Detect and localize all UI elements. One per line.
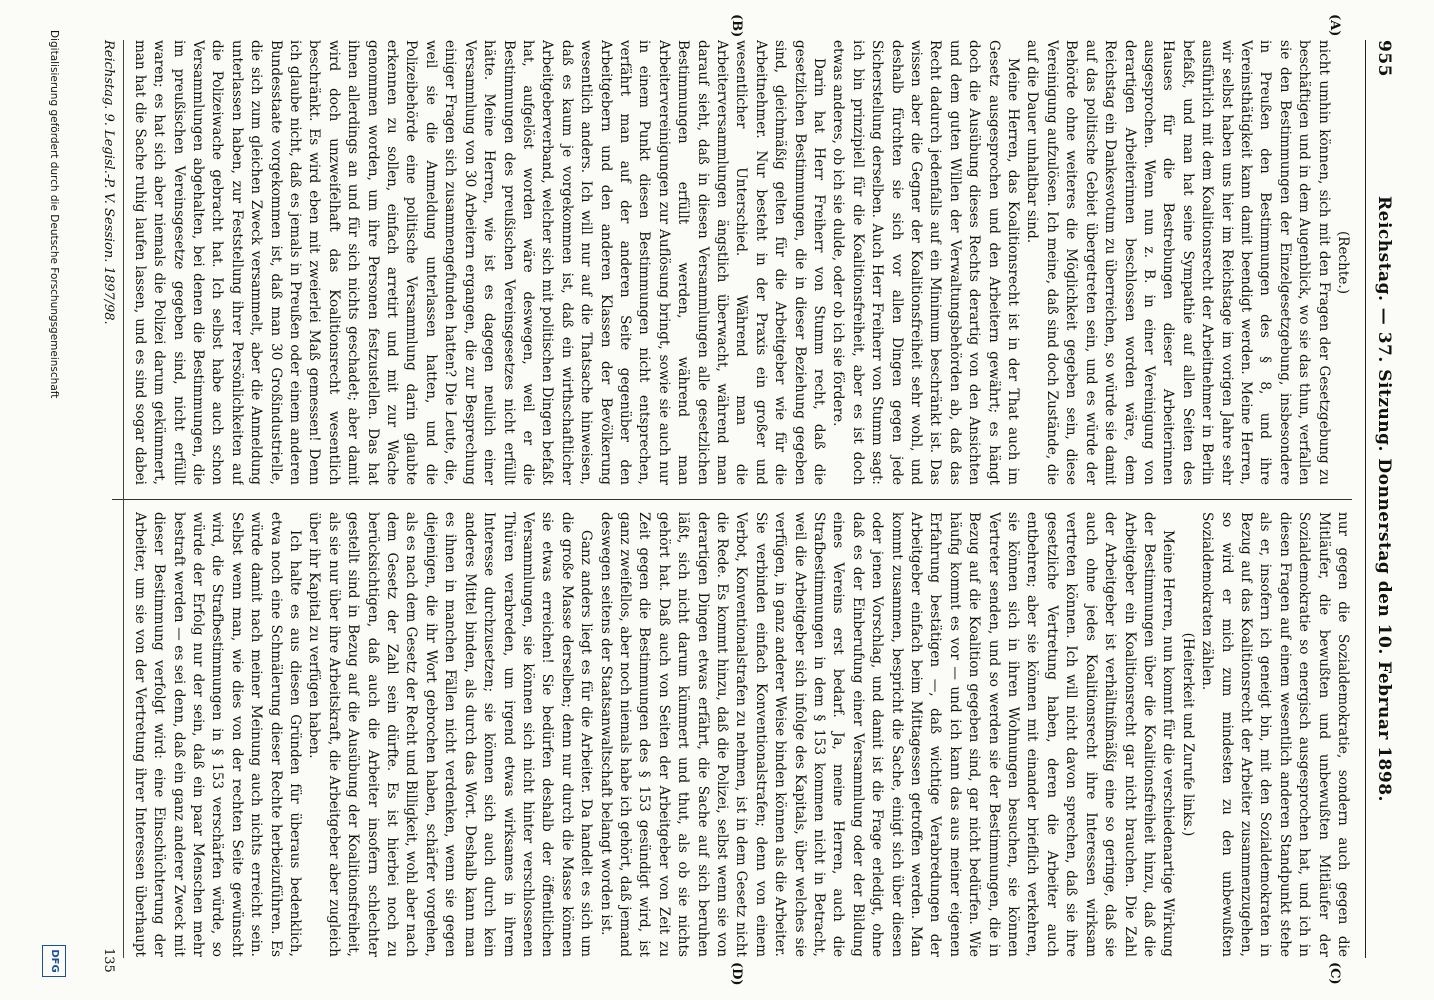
left-column — [132, 40, 1352, 485]
margin-letter-c: (C) — [1327, 962, 1342, 985]
column-divider — [112, 499, 1352, 500]
left-paragraph: Darin hat Herr Freiherr von Stumm recht, daß die gesetzlichen Bestimmungen, die in dieser Beziehung gegeben sind, gleichmäßig gelten für die Arbeitgeber wie für die Arbeitnehmer. Nur besteht in der Praxis ein großer und wesentlicher Unterschied. Während man die Arbeiterversammlungen ängstlich überwacht, während man darauf sieht, daß in diesen Versammlungen alle gesetzlichen Bestimmungen erfüllt werden, während man Arbeitervereinigungen zur Auflösung bringt, sowie sie auch nur in einem Punkt diesen Bestimmungen nicht entsprechen, verfährt man auf der anderen Seite gegenüber den Arbeitgebern und den anderen Klassen der Bevölkerung wesentlich anders. Ich will nur auf die Thatsache hinweisen, daß es kaum je vorgekommen ist, daß ein wirthschaftlicher Arbeitgeberverband, welcher sich mit politischen Dingen befaßt hat, aufgelöst worden wäre deswegen, weil er die Bestimmungen des preußischen Vereinsgesetzes nicht erfüllt hätte. Meine Herren, wie ist es dagegen neulich einer Versammlung von 30 Arbeitern ergangen, die zur Besprechung einiger Fragen sich zusammengefunden hatten? Die Leute, die, weil sie die Anmeldung unterlassen hatten, und die Polizeibehörde eine politische Versammlung darin glaubte erkennen zu sollen, einfach arretirt und mit zur Wache genommen worden, um ihre Personen festzustellen. Das hat ihnen allerdings an und für sich nichts geschadet; aber damit wird doch unzweifelhaft das Koalitionsrecht wesentlich beschränkt. Es wird eben mit zweierlei Maß gemessen! Denn ich glaube nicht, daß es jemals in Preußen oder einem anderen Bundesstaate vorgekommen ist, daß man 30 Großindustrielle, die sich zum gleichen Zweck versammelt, aber die Anmeldung unterlassen haben, zur Feststellung ihrer Persönlichkeiten auf die Polizeiwache gebracht hat. Ich selbst habe auch schon Versammlungen abgehalten, bei denen die Bestimmungen, die im preußischen Vereinsgesetze gegeben sind, nicht erfüllt waren; es hat sich aber niemals die Polizei darum gekümmert, man hat die Sache ruhig laufen lassen, und es sind sogar dabei — [132, 40, 828, 485]
right-paragraph: Ich halte es aus diesen Gründen für überaus bedenklich, etwa noch eine Schmälerung dieser Rechte herbeizuführen. Es würde damit nach meiner Meinung auch nichts erreicht sein. Selbst wenn man, wie dies von der rechten Seite gewünscht wird, die Strafbestimmungen in § 153 verschärfen würde, so würde der Erfolg nur der sein, daß ein paar Menschen mehr bestraft werden — es sei denn, daß ein ganz anderer Zweck mit dieser Bestimmung verfolgt wird: eine Einschüchterung der Arbeiter, um sie von der Vertretung ihrer Interessen überhaupt — [132, 512, 304, 957]
dfg-logo-icon: DFG — [42, 945, 66, 977]
dfg-credit-text: Digitalisierung gefördert durch die Deutsche Forschungsgemeinschaft — [48, 30, 60, 399]
right-paragraph: Meine Herren, nun kommt für die verschiedenartige Wirkung der Bestimmungen über die Koalitionsfreiheit hinzu, daß die Arbeitgeber ein Koalitionsrecht gar nicht brauchen. Die Zahl der Arbeitgeber ist verhältnißmäßig eine so geringe, daß sie auch ohne jedes Koalitionsrecht ihre Interessen wirksam vertreten können. Ich will nicht davon sprechen, daß sie ihre gesetzliche Vertretung haben, deren die Arbeiter auch entbehren; aber sie können mit einander brieflich verkehren, sie können sich in ihren Wohnungen besuchen, sie können Vertreter senden, und so werden sie der Bestimmungen, die in Bezug auf die Koalition gegeben sind, gar nicht bedürfen. Wie häufig kommt es vor — und ich kann das aus meiner eigenen Erfahrung bestätigen —, daß wichtige Verabredungen der Arbeitgeber einfach beim Mittagessen getroffen werden. Man kommt zusammen, bespricht die Sache, einigt sich über diesen oder jenen Vorschlag, und damit ist die Frage erledigt, ohne daß es der Einberufung einer Versammlung oder der Bildung eines Vereins erst bedarf. Ja, meine Herren, auch die Strafbestimmungen in dem § 153 kommen nicht in Betracht, weil die Arbeitgeber sich infolge des Kapitals, über welches sie verfügen, in ganz anderer Weise binden können als die Arbeiter. Sie verbinden einfach Konventionalstrafen; denn von einem Verbot, Konventionalstrafen zu nehmen, ist in dem Gesetz nicht die Rede. Es kommt hinzu, daß die Polizei, selbst wenn sie von derartigen Dingen etwas erfährt, die Sache auf sich beruhen läßt, sich nicht darum kümmert und thut, als ob sie nichts gehört hat. Daß auch von Seiten der Arbeitgeber von Zeit zu Zeit gegen die Bestimmungen des § 153 gesündigt wird, ist ganz zweifellos, aber noch niemals habe ich gehört, daß jemand deswegen seitens der Staatsanwaltschaft belangt worden ist. — [597, 512, 1177, 957]
right-paragraph: nur gegen die Sozialdemokratie, sondern auch gegen die Mitläufer, die bewußten und unbewußten Mitläufer der Sozialdemokratie so energisch ausgesprochen hat, und ich in diesen Fragen auf einem wesentlich anderen Standpunkt stehe als er, insofern ich geneigt bin, mit den Sozialdemokraten in Bezug auf das Koalitionsrecht der Arbeiter zusammenzugehen, so wird er mich zum mindesten zu den unbewußten Sozialdemokraten zählen. — [1199, 512, 1351, 957]
left-paragraph: nicht umhin können, sich mit den Fragen der Gesetzgebung zu beschäftigen und in dem Augenblick, wo sie das thun, verfallen sie den Bestimmungen der Einzelgesetzgebung, insbesondere in Preußen den Bestimmungen des § 8, und ihre Vereinsthätigkeit kann damit beendigt werden. Meine Herren, wir selbst haben uns hier im Reichstage im vorigen Jahre sehr ausführlich mit dem Koalitionsrecht der Arbeitnehmer in Berlin befaßt, und man hat seine Sympathie auf allen Seiten des Hauses für die Bestrebungen dieser Arbeiterinnen ausgesprochen. Wenn nun z. B. in einer Vereinigung von derartigen Arbeiterinnen beschlossen worden wäre, dem Reichstag ein Dankesvotum zu überreichen, so würde sie damit auf das politische Gebiet übergetreten sein, und es würde der Behörde ohne weiteres die Möglichkeit gegeben sein, diese Vereinigung aufzulösen. Ich meine, daß sind doch Zustände, die auf die Dauer unhaltbar sind. — [1024, 40, 1332, 485]
margin-letter-b: (B) — [729, 14, 744, 38]
running-title: Reichstag. — 37. Sitzung. Donnerstag den 10. Februar 1898. — [1374, 196, 1394, 802]
right-paragraph: Ganz anders liegt es für die Arbeiter. Da handelt es sich um die große Masse derselben; denn nur durch die Masse können sie etwas erreichen! Sie bedürfen deshalb der öffentlichen Versammlungen, sie können sich nicht hinter verschlossenen Thüren verabreden, um irgend etwas wirksames in ihrem Interesse durchzusetzen; sie können sich auch durch kein anderes Mittel binden, als durch das Wort. Deshalb kann man es ihnen in manchen Fällen nicht verdenken, wenn sie gegen diejenigen, die ihr Wort gebrochen haben, schärfer vorgehen, als es nach dem Gesetz der Recht und Billigkeit, wohl aber nach dem Gesetz der Zahl sein dürfte. Es ist hierbei noch zu berücksichtigen, daß auch die Arbeiter insofern schlechter gestellt sind in Bezug auf die Ausübung der Koalitionsfreiheit, als sie nur über ihre Arbeitskraft, die Arbeitgeber aber zugleich über ihr Kapital zu verfügen haben. — [306, 512, 595, 957]
digitization-credit-strip — [14, 0, 74, 1000]
right-column — [132, 512, 1352, 957]
margin-letter-a: (A) — [1327, 14, 1342, 37]
right-paragraph: (Heiterkeit und Zurufe links.) — [1179, 632, 1196, 837]
page-number: 955 — [1374, 40, 1394, 77]
left-paragraph: (Rechte.) — [1335, 230, 1351, 295]
margin-letter-d: (D) — [729, 962, 744, 986]
footer-rule — [123, 40, 124, 958]
sheet-number: 135 — [101, 948, 116, 973]
footer-signature: Reichstag. 9. Legisl.-P. V. Session. 1897/98. — [101, 40, 116, 325]
left-paragraph: Meine Herren, das Koalitionsrecht ist in der That auch im Gesetz ausgesprochen und den Arbeitern gewährt; es hängt doch die Ausübung dieses Rechts derartig von den Ansichten und dem guten Willen der Verwaltungsbehörden ab, daß das Recht dadurch jedenfalls auf ein Minimum beschränkt ist. Das wissen aber die Gegner der Koalitionsfreiheit sehr wohl, und deshalb fürchten sie sich vor allen Dingen gegen jede Sicherstellung derselben. Auch Herr Freiherr von Stumm sagt: ich bin prinzipiell für die Koalitionsfreiheit, aber es ist doch etwas anderes, ob ich sie dulde, oder ob ich sie fördere. — [830, 40, 1022, 485]
header-rule — [1365, 40, 1366, 958]
page-header — [1368, 40, 1398, 958]
